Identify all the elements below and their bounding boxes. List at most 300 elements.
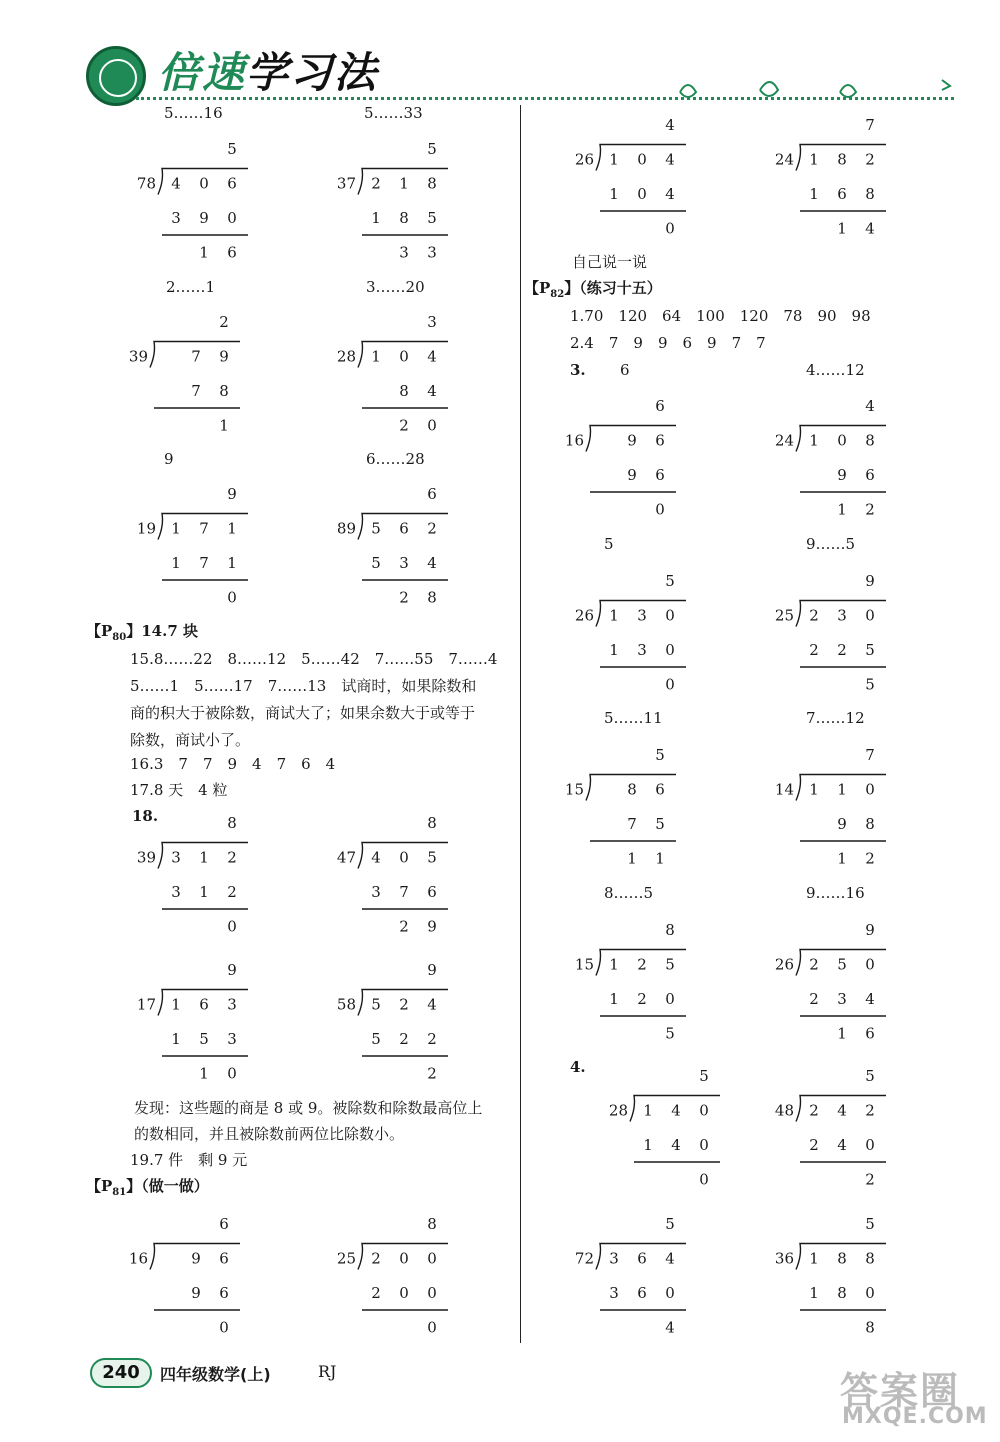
remainder-digit: 4 bbox=[865, 219, 875, 238]
product-digit: 1 bbox=[643, 1136, 653, 1154]
divisor-number: 14 bbox=[774, 780, 794, 799]
divisor-number: 72 bbox=[574, 1249, 594, 1268]
dividend-digit: 1 bbox=[227, 519, 237, 538]
product-digit: 0 bbox=[399, 1284, 409, 1302]
product-digit: 9 bbox=[191, 1284, 201, 1302]
dividend-digit: 4 bbox=[427, 347, 437, 366]
product-digit: 1 bbox=[227, 554, 237, 572]
divisor-number: 16 bbox=[128, 1249, 148, 1268]
remainder-digit: 3 bbox=[399, 243, 409, 262]
product-digit: 8 bbox=[219, 382, 229, 400]
long-division bbox=[772, 1213, 892, 1343]
divisor-number: 25 bbox=[774, 606, 794, 625]
dividend-digit: 6 bbox=[199, 995, 209, 1014]
question-15-line: 15.8……22 8……12 5……42 7……55 7……4 bbox=[130, 650, 498, 668]
product-digit: 9 bbox=[199, 209, 209, 227]
dividend-digit: 5 bbox=[837, 955, 847, 974]
remainder-digit: 5 bbox=[665, 1024, 675, 1043]
quotient-digit: 5 bbox=[865, 1067, 875, 1085]
result-text: 5 bbox=[604, 535, 614, 553]
remainder-digit: 0 bbox=[427, 1318, 437, 1337]
product-digit: 7 bbox=[199, 554, 209, 572]
product-digit: 2 bbox=[837, 641, 847, 659]
dividend-digit: 9 bbox=[191, 1249, 201, 1268]
product-digit: 6 bbox=[219, 1284, 229, 1302]
dividend-digit: 8 bbox=[837, 1249, 847, 1268]
product-digit: 2 bbox=[809, 1136, 819, 1154]
dividend-digit: 6 bbox=[655, 780, 665, 799]
page-ref-letter: P bbox=[539, 279, 551, 297]
header-swirl-ornament-icon bbox=[670, 70, 960, 104]
discovery-line: 发现：这些题的商是 8 或 9。被除数和除数最高位上 bbox=[134, 1099, 483, 1117]
dividend-digit: 1 bbox=[609, 955, 619, 974]
product-digit: 0 bbox=[227, 209, 237, 227]
product-digit: 8 bbox=[399, 382, 409, 400]
remainder-digit: 6 bbox=[227, 243, 237, 262]
dividend-digit: 6 bbox=[227, 174, 237, 193]
page-ref-letter: P bbox=[101, 622, 113, 640]
question-15-line: 5……1 5……17 7……13 试商时，如果除数和 bbox=[130, 677, 477, 695]
dividend-digit: 4 bbox=[171, 174, 181, 193]
remainder-digit: 0 bbox=[665, 675, 675, 694]
question-15-line: 除数，商试小了。 bbox=[130, 731, 251, 749]
product-digit: 6 bbox=[637, 1284, 647, 1302]
long-division bbox=[562, 744, 682, 874]
product-digit: 1 bbox=[199, 883, 209, 901]
remainder-digit: 1 bbox=[627, 849, 637, 868]
product-digit: 2 bbox=[637, 990, 647, 1008]
divisor-number: 78 bbox=[136, 174, 156, 193]
divisor-number: 19 bbox=[136, 519, 156, 538]
page-ref-p81: 【$P_{81}$】（做一做） bbox=[86, 1177, 209, 1198]
product-digit: 4 bbox=[665, 185, 675, 203]
result-text: 6 bbox=[620, 361, 630, 379]
remainder-digit: 0 bbox=[665, 219, 675, 238]
question-19: 19.7 件 剩 9 元 bbox=[130, 1151, 248, 1169]
remainder-digit: 5 bbox=[865, 675, 875, 694]
product-digit: 3 bbox=[837, 990, 847, 1008]
long-division bbox=[572, 1213, 692, 1343]
quotient-digit: 5 bbox=[427, 140, 437, 158]
product-digit: 4 bbox=[427, 554, 437, 572]
result-text: 3……20 bbox=[366, 278, 425, 296]
quotient-digit: 8 bbox=[227, 814, 237, 832]
dividend-digit: 7 bbox=[191, 347, 201, 366]
quotient-digit: 9 bbox=[865, 921, 875, 939]
dividend-digit: 1 bbox=[199, 848, 209, 867]
watermark-logo: 答案圈 bbox=[840, 1369, 961, 1413]
long-division bbox=[772, 114, 892, 244]
dividend-digit: 3 bbox=[837, 606, 847, 625]
quotient-digit: 5 bbox=[865, 1215, 875, 1233]
page-number-badge: 240 bbox=[90, 1358, 152, 1388]
remainder-digit: 0 bbox=[219, 1318, 229, 1337]
divisor-number: 28 bbox=[608, 1101, 628, 1120]
page-ref-p80: 【$P_{80}$】14.7 块 bbox=[86, 622, 198, 643]
dividend-digit: 2 bbox=[371, 1249, 381, 1268]
quotient-digit: 5 bbox=[665, 1215, 675, 1233]
dividend-digit: 0 bbox=[399, 848, 409, 867]
dividend-digit: 1 bbox=[809, 780, 819, 799]
dividend-digit: 8 bbox=[837, 150, 847, 169]
remainder-digit: 2 bbox=[399, 588, 409, 607]
remainder-digit: 0 bbox=[427, 416, 437, 435]
remainder-digit: 1 bbox=[837, 500, 847, 519]
divisor-number: 16 bbox=[564, 431, 584, 450]
quotient-digit: 9 bbox=[227, 485, 237, 503]
product-digit: 6 bbox=[655, 466, 665, 484]
divisor-number: 26 bbox=[574, 150, 594, 169]
dividend-digit: 5 bbox=[371, 995, 381, 1014]
dividend-digit: 6 bbox=[655, 431, 665, 450]
brand-title-green: 倍速 bbox=[158, 48, 247, 97]
column-divider bbox=[520, 105, 521, 1343]
long-division bbox=[334, 1213, 454, 1343]
result-text: 9……5 bbox=[806, 535, 856, 553]
product-digit: 0 bbox=[665, 1284, 675, 1302]
product-digit: 1 bbox=[609, 990, 619, 1008]
divisor-number: 24 bbox=[774, 150, 794, 169]
quotient-digit: 5 bbox=[655, 746, 665, 764]
edition-code: RJ bbox=[318, 1362, 337, 1381]
divisor-number: 26 bbox=[774, 955, 794, 974]
remainder-digit: 4 bbox=[665, 1318, 675, 1337]
dividend-digit: 4 bbox=[665, 1249, 675, 1268]
long-division bbox=[334, 483, 454, 613]
product-digit: 8 bbox=[837, 1284, 847, 1302]
question-17: 17.8 天 4 粒 bbox=[130, 781, 228, 799]
quotient-digit: 7 bbox=[865, 746, 875, 764]
remainder-digit: 2 bbox=[865, 500, 875, 519]
dividend-digit: 5 bbox=[427, 848, 437, 867]
quotient-digit: 8 bbox=[427, 814, 437, 832]
dividend-digit: 6 bbox=[637, 1249, 647, 1268]
long-division bbox=[334, 138, 454, 268]
dividend-digit: 2 bbox=[371, 174, 381, 193]
dividend-digit: 3 bbox=[609, 1249, 619, 1268]
divisor-number: 58 bbox=[336, 995, 356, 1014]
remainder-digit: 1 bbox=[837, 849, 847, 868]
product-digit: 4 bbox=[427, 382, 437, 400]
remainder-digit: 9 bbox=[427, 917, 437, 936]
product-digit: 5 bbox=[865, 641, 875, 659]
divisor-number: 39 bbox=[128, 347, 148, 366]
product-digit: 1 bbox=[609, 185, 619, 203]
dividend-digit: 1 bbox=[609, 606, 619, 625]
dividend-digit: 0 bbox=[399, 347, 409, 366]
result-text: 5……16 bbox=[164, 104, 223, 122]
dividend-digit: 1 bbox=[837, 780, 847, 799]
result-text: 8……5 bbox=[604, 884, 654, 902]
question-1: 1.70 120 64 100 120 78 90 98 bbox=[570, 307, 871, 325]
remainder-digit: 6 bbox=[865, 1024, 875, 1043]
dividend-digit: 0 bbox=[665, 606, 675, 625]
dividend-digit: 4 bbox=[371, 848, 381, 867]
product-digit: 6 bbox=[865, 466, 875, 484]
product-digit: 8 bbox=[865, 185, 875, 203]
remainder-digit: 1 bbox=[219, 416, 229, 435]
remainder-digit: 2 bbox=[865, 849, 875, 868]
page-ref-sub: 82 bbox=[550, 289, 565, 300]
dividend-digit: 0 bbox=[699, 1101, 709, 1120]
product-digit: 1 bbox=[609, 641, 619, 659]
long-division bbox=[772, 395, 892, 525]
divisor-number: 89 bbox=[336, 519, 356, 538]
quotient-digit: 7 bbox=[865, 116, 875, 134]
quotient-digit: 6 bbox=[655, 397, 665, 415]
product-digit: 4 bbox=[837, 1136, 847, 1154]
product-digit: 2 bbox=[371, 1284, 381, 1302]
remainder-digit: 8 bbox=[427, 588, 437, 607]
dividend-digit: 8 bbox=[427, 174, 437, 193]
product-digit: 2 bbox=[227, 883, 237, 901]
product-digit: 4 bbox=[671, 1136, 681, 1154]
divisor-number: 48 bbox=[774, 1101, 794, 1120]
long-division bbox=[134, 138, 254, 268]
long-division bbox=[334, 311, 454, 441]
question-15-line: 商的积大于被除数，商试大了；如果余数大于或等于 bbox=[130, 704, 476, 722]
quotient-digit: 8 bbox=[427, 1215, 437, 1233]
dividend-digit: 2 bbox=[809, 606, 819, 625]
divisor-number: 36 bbox=[774, 1249, 794, 1268]
quotient-digit: 5 bbox=[665, 572, 675, 590]
dividend-digit: 0 bbox=[199, 174, 209, 193]
product-digit: 3 bbox=[171, 209, 181, 227]
product-digit: 9 bbox=[627, 466, 637, 484]
dividend-digit: 4 bbox=[837, 1101, 847, 1120]
divisor-number: 15 bbox=[574, 955, 594, 974]
say-heading: 自己说一说 bbox=[572, 253, 648, 271]
dividend-digit: 8 bbox=[627, 780, 637, 799]
remainder-digit: 0 bbox=[699, 1170, 709, 1189]
long-division bbox=[772, 1065, 892, 1195]
question-3-label: 3. bbox=[570, 361, 586, 379]
remainder-digit: 2 bbox=[427, 1064, 437, 1083]
product-digit: 5 bbox=[655, 815, 665, 833]
dividend-digit: 8 bbox=[865, 1249, 875, 1268]
product-digit: 5 bbox=[371, 1030, 381, 1048]
question-2: 2.4 7 9 9 6 9 7 7 bbox=[570, 334, 766, 352]
question-16: 16.3 7 7 9 4 7 6 4 bbox=[130, 755, 336, 773]
dividend-digit: 4 bbox=[427, 995, 437, 1014]
dividend-digit: 3 bbox=[227, 995, 237, 1014]
long-division bbox=[126, 1213, 246, 1343]
quotient-digit: 3 bbox=[427, 313, 437, 331]
remainder-digit: 0 bbox=[227, 917, 237, 936]
product-digit: 3 bbox=[399, 554, 409, 572]
page-ref-sub: 80 bbox=[112, 632, 127, 643]
dividend-digit: 1 bbox=[809, 1249, 819, 1268]
long-division bbox=[572, 919, 692, 1049]
long-division bbox=[772, 919, 892, 1049]
dividend-digit: 0 bbox=[865, 780, 875, 799]
product-digit: 6 bbox=[837, 185, 847, 203]
quotient-digit: 8 bbox=[665, 921, 675, 939]
remainder-digit: 1 bbox=[199, 243, 209, 262]
result-text: 9……16 bbox=[806, 884, 865, 902]
dividend-digit: 2 bbox=[427, 519, 437, 538]
divisor-number: 39 bbox=[136, 848, 156, 867]
page-ref-p82: 【$P_{82}$】（练习十五） bbox=[524, 279, 662, 300]
product-digit: 2 bbox=[427, 1030, 437, 1048]
divisor-number: 26 bbox=[574, 606, 594, 625]
quotient-digit: 5 bbox=[699, 1067, 709, 1085]
dividend-digit: 4 bbox=[671, 1101, 681, 1120]
long-division bbox=[334, 959, 454, 1089]
dividend-digit: 2 bbox=[865, 1101, 875, 1120]
result-text: 5……11 bbox=[604, 709, 663, 727]
product-digit: 1 bbox=[371, 209, 381, 227]
product-digit: 0 bbox=[865, 1284, 875, 1302]
dividend-digit: 0 bbox=[865, 606, 875, 625]
dividend-digit: 1 bbox=[809, 431, 819, 450]
remainder-digit: 2 bbox=[399, 917, 409, 936]
result-text: 6……28 bbox=[366, 450, 425, 468]
product-digit: 8 bbox=[399, 209, 409, 227]
product-digit: 7 bbox=[191, 382, 201, 400]
section-title: （练习十五） bbox=[579, 279, 662, 297]
page-ref-sub: 81 bbox=[112, 1187, 127, 1198]
long-division bbox=[772, 570, 892, 700]
long-division bbox=[772, 744, 892, 874]
dividend-digit: 2 bbox=[809, 1101, 819, 1120]
question-4-label: 4. bbox=[570, 1058, 586, 1076]
result-text: 2……1 bbox=[166, 278, 216, 296]
remainder-digit: 0 bbox=[227, 588, 237, 607]
product-digit: 0 bbox=[637, 185, 647, 203]
product-digit: 0 bbox=[427, 1284, 437, 1302]
dividend-digit: 7 bbox=[199, 519, 209, 538]
dividend-digit: 2 bbox=[399, 995, 409, 1014]
long-division bbox=[572, 114, 692, 244]
product-digit: 2 bbox=[399, 1030, 409, 1048]
product-digit: 1 bbox=[809, 1284, 819, 1302]
divisor-number: 25 bbox=[336, 1249, 356, 1268]
remainder-digit: 0 bbox=[655, 500, 665, 519]
long-division bbox=[334, 812, 454, 942]
product-digit: 4 bbox=[865, 990, 875, 1008]
divisor-number: 15 bbox=[564, 780, 584, 799]
dividend-digit: 1 bbox=[171, 519, 181, 538]
dividend-digit: 5 bbox=[371, 519, 381, 538]
divisor-number: 37 bbox=[336, 174, 356, 193]
dividend-digit: 6 bbox=[219, 1249, 229, 1268]
question-18-label: 18. bbox=[132, 807, 159, 825]
dividend-digit: 9 bbox=[627, 431, 637, 450]
dividend-digit: 1 bbox=[171, 995, 181, 1014]
dividend-digit: 1 bbox=[609, 150, 619, 169]
dividend-digit: 3 bbox=[637, 606, 647, 625]
remainder-digit: 2 bbox=[865, 1170, 875, 1189]
quotient-digit: 6 bbox=[427, 485, 437, 503]
remainder-digit: 1 bbox=[655, 849, 665, 868]
product-digit: 9 bbox=[837, 466, 847, 484]
dividend-digit: 0 bbox=[427, 1249, 437, 1268]
dividend-digit: 2 bbox=[227, 848, 237, 867]
product-digit: 6 bbox=[427, 883, 437, 901]
product-digit: 8 bbox=[865, 815, 875, 833]
dividend-digit: 1 bbox=[371, 347, 381, 366]
dividend-digit: 9 bbox=[219, 347, 229, 366]
page-ref-letter: P bbox=[101, 1177, 113, 1195]
product-digit: 3 bbox=[171, 883, 181, 901]
dividend-digit: 2 bbox=[637, 955, 647, 974]
watermark-url: MXQE.COM bbox=[842, 1404, 988, 1429]
product-digit: 5 bbox=[371, 554, 381, 572]
long-division bbox=[126, 311, 246, 441]
product-digit: 5 bbox=[199, 1030, 209, 1048]
dividend-digit: 0 bbox=[865, 955, 875, 974]
dividend-digit: 0 bbox=[399, 1249, 409, 1268]
dividend-digit: 4 bbox=[665, 150, 675, 169]
long-division bbox=[606, 1065, 726, 1195]
result-text: 4……12 bbox=[806, 361, 865, 379]
discovery-line: 的数相同，并且被除数前两位比除数小。 bbox=[134, 1125, 405, 1143]
product-digit: 5 bbox=[427, 209, 437, 227]
remainder-digit: 1 bbox=[199, 1064, 209, 1083]
product-digit: 2 bbox=[809, 990, 819, 1008]
dividend-digit: 5 bbox=[665, 955, 675, 974]
remainder-digit: 2 bbox=[399, 416, 409, 435]
dividend-digit: 3 bbox=[171, 848, 181, 867]
quotient-digit: 4 bbox=[665, 116, 675, 134]
product-digit: 3 bbox=[609, 1284, 619, 1302]
divisor-number: 47 bbox=[336, 848, 356, 867]
quotient-digit: 6 bbox=[219, 1215, 229, 1233]
remainder-digit: 1 bbox=[837, 1024, 847, 1043]
long-division bbox=[562, 395, 682, 525]
product-digit: 0 bbox=[865, 1136, 875, 1154]
brand-title-black: 学习法 bbox=[246, 48, 379, 97]
long-division bbox=[134, 959, 254, 1089]
quotient-digit: 2 bbox=[219, 313, 229, 331]
book-title: 四年级数学(上) bbox=[160, 1365, 271, 1384]
divisor-number: 24 bbox=[774, 431, 794, 450]
product-digit: 0 bbox=[665, 990, 675, 1008]
long-division bbox=[572, 570, 692, 700]
remainder-digit: 0 bbox=[227, 1064, 237, 1083]
quotient-digit: 9 bbox=[227, 961, 237, 979]
product-digit: 3 bbox=[227, 1030, 237, 1048]
product-digit: 0 bbox=[665, 641, 675, 659]
divisor-number: 28 bbox=[336, 347, 356, 366]
long-division bbox=[134, 812, 254, 942]
result-text: 7……12 bbox=[806, 709, 865, 727]
brand-title bbox=[158, 40, 378, 100]
product-digit: 7 bbox=[627, 815, 637, 833]
product-digit: 3 bbox=[637, 641, 647, 659]
dividend-digit: 6 bbox=[399, 519, 409, 538]
dividend-digit: 2 bbox=[809, 955, 819, 974]
product-digit: 9 bbox=[837, 815, 847, 833]
divisor-number: 17 bbox=[136, 995, 156, 1014]
result-text: 5……33 bbox=[364, 104, 423, 122]
remainder-digit: 3 bbox=[427, 243, 437, 262]
product-digit: 2 bbox=[809, 641, 819, 659]
dividend-digit: 1 bbox=[399, 174, 409, 193]
result-text: 9 bbox=[164, 450, 174, 468]
quotient-digit: 5 bbox=[227, 140, 237, 158]
section-title: （做一做） bbox=[141, 1177, 209, 1195]
product-digit: 1 bbox=[171, 1030, 181, 1048]
dividend-digit: 0 bbox=[637, 150, 647, 169]
product-digit: 1 bbox=[809, 185, 819, 203]
product-digit: 3 bbox=[371, 883, 381, 901]
quotient-digit: 9 bbox=[865, 572, 875, 590]
product-digit: 7 bbox=[399, 883, 409, 901]
quotient-digit: 4 bbox=[865, 397, 875, 415]
dividend-digit: 8 bbox=[865, 431, 875, 450]
